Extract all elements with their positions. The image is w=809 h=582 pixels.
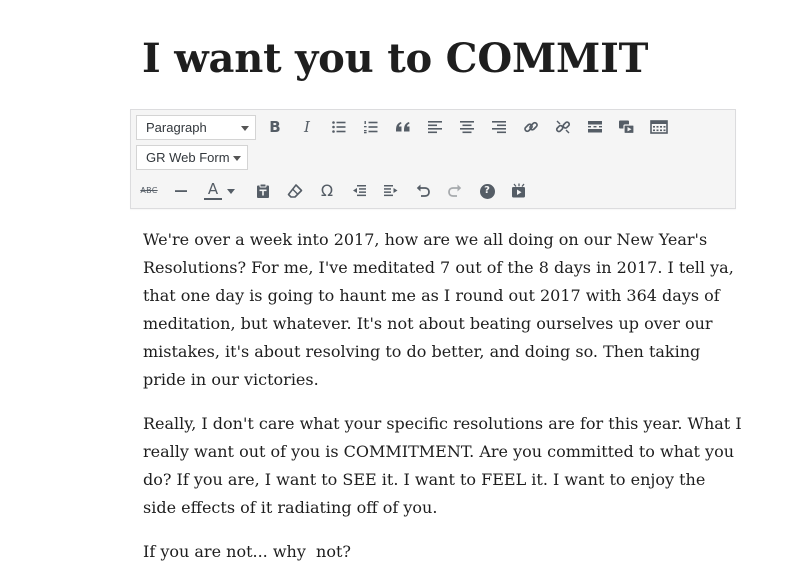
add-media-button[interactable] [615, 115, 639, 139]
insert-link-button[interactable] [519, 115, 543, 139]
toolbar-toggle-button[interactable] [647, 115, 671, 139]
text-color-icon: A [204, 182, 222, 200]
content-paragraph: We're over a week into 2017, how are we all doing on our New Year's Resolutions? For me, I've meditated 7 out of the 8 days in 2017. I tell ya, that one day is going to haunt me as I round out 2017 with 364 days of meditation, but whatever. It's not about beating ourselves up over our mistakes, it's about resolving to do better, and doing so. Then taking pride in our victories. [143, 230, 734, 389]
chevron-down-icon [241, 126, 249, 131]
insert-link-icon [523, 119, 539, 135]
content-paragraph: If you are not... why not? [143, 542, 351, 561]
editor-toolbar [130, 109, 736, 209]
clear-formatting-button[interactable] [283, 179, 307, 203]
numbered-list-icon [363, 119, 379, 135]
help-icon: ? [480, 184, 495, 199]
bulleted-list-icon [331, 119, 347, 135]
paste-as-text-button[interactable] [251, 179, 275, 203]
align-right-icon [491, 119, 507, 135]
gr-web-form-select-value: GR Web Form [146, 150, 230, 165]
toolbar-toggle-icon [650, 119, 668, 135]
gr-web-form-select[interactable] [136, 145, 248, 170]
increase-indent-icon [383, 183, 399, 199]
help-button[interactable] [475, 179, 499, 203]
strikethrough-button[interactable] [137, 179, 161, 203]
decrease-indent-icon [351, 183, 367, 199]
numbered-list-button[interactable] [359, 115, 383, 139]
post-content-editor[interactable] [143, 226, 743, 582]
blockquote-button[interactable] [391, 115, 415, 139]
decrease-indent-button[interactable] [347, 179, 371, 203]
special-character-button[interactable] [315, 179, 339, 203]
video-icon [510, 183, 528, 199]
italic-button[interactable] [295, 115, 319, 139]
align-left-icon [427, 119, 443, 135]
undo-button[interactable] [411, 179, 435, 203]
clear-formatting-icon [287, 183, 303, 199]
undo-icon [415, 183, 431, 199]
post-title[interactable]: I want you to COMMIT [142, 35, 649, 82]
align-left-button[interactable] [423, 115, 447, 139]
bulleted-list-button[interactable] [327, 115, 351, 139]
read-more-button[interactable] [583, 115, 607, 139]
horizontal-line-icon [173, 183, 189, 199]
format-select[interactable] [136, 115, 256, 140]
content-paragraph: Really, I don't care what your specific resolutions are for this year. What I really want out of you is COMMITMENT. Are you committed to what you do? If you are, I want to SEE it. I want to FEEL it. I want to enjoy the side effects of it radiating off of you. [143, 414, 742, 517]
align-right-button[interactable] [487, 115, 511, 139]
italic-icon: I [304, 117, 310, 136]
blockquote-icon [394, 119, 412, 135]
chevron-down-icon [233, 156, 241, 161]
align-center-icon [459, 119, 475, 135]
align-center-button[interactable] [455, 115, 479, 139]
chevron-down-icon [227, 189, 235, 194]
format-select-value: Paragraph [146, 120, 207, 135]
redo-icon [447, 183, 463, 199]
text-color-button[interactable] [201, 179, 225, 203]
horizontal-line-button[interactable] [169, 179, 193, 203]
special-character-icon: Ω [320, 181, 334, 200]
redo-button[interactable] [443, 179, 467, 203]
increase-indent-button[interactable] [379, 179, 403, 203]
strikethrough-icon: ABC [140, 186, 158, 195]
video-button[interactable] [507, 179, 531, 203]
paste-as-text-icon [255, 183, 271, 199]
bold-button[interactable] [263, 115, 287, 139]
remove-link-icon [555, 119, 571, 135]
remove-link-button[interactable] [551, 115, 575, 139]
media-icon [618, 119, 636, 135]
bold-icon: B [269, 117, 281, 136]
text-color-dropdown[interactable] [225, 179, 237, 203]
read-more-icon [587, 119, 603, 135]
